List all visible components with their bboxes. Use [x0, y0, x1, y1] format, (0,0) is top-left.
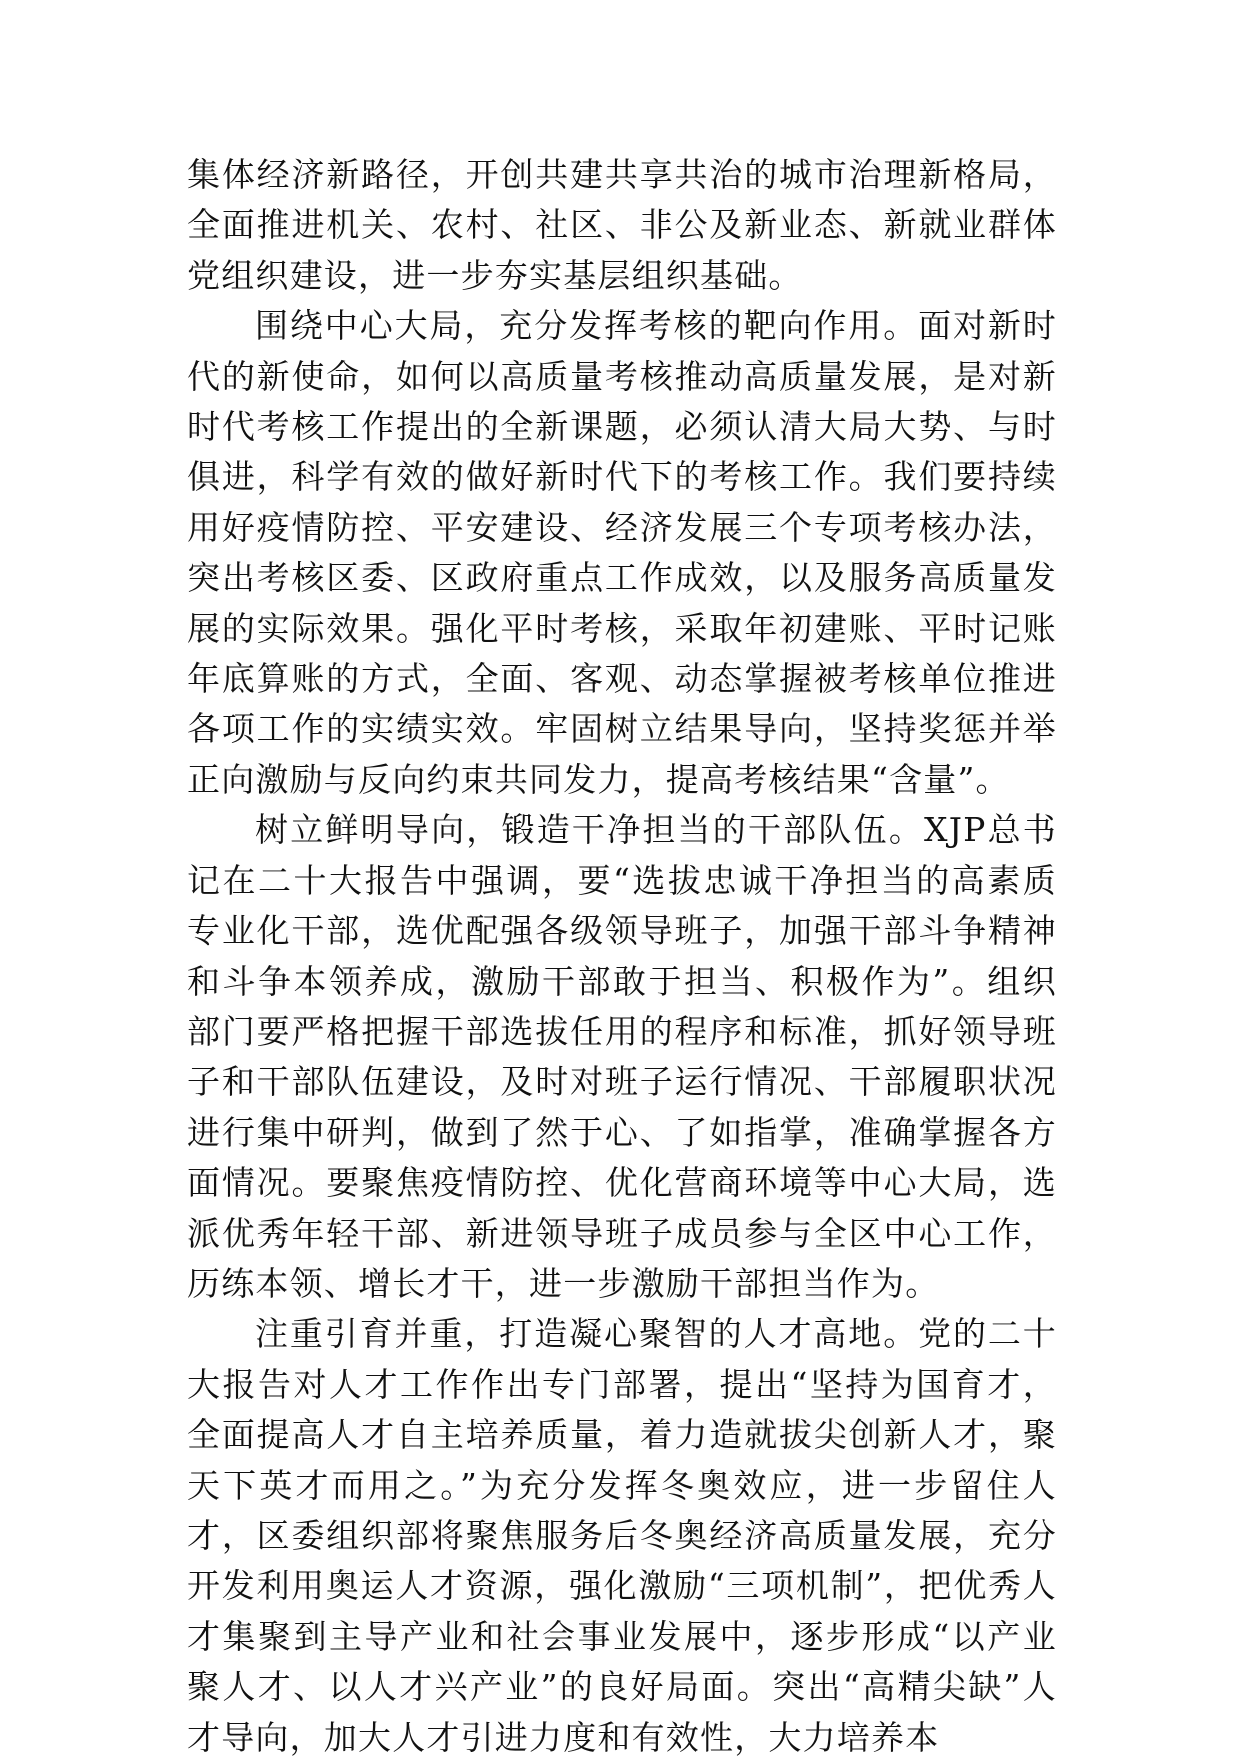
- document-body: [187, 150, 1057, 1763]
- paragraph-2: 围绕中心大局，充分发挥考核的靶向作用。面对新时代的新使命，如何以高质量考核推动高质量发展，是对新时代考核工作提出的全新课题，必须认清大局大势、与时俱进，科学有效的做好新时代下的考核工作。我们要持续用好疫情防控、平安建设、经济发展三个专项考核办法，突出考核区委、区政府重点工作成效，以及服务高质量发展的实际效果。强化平时考核，采取年初建账、平时记账年底算账的方式，全面、客观、动态掌握被考核单位推进各项工作的实绩实效。牢固树立结果导向，坚持奖惩并举正向激励与反向约束共同发力，提高考核结果“含量”。: [187, 306, 1057, 799]
- paragraph-4: 注重引育并重，打造凝心聚智的人才高地。党的二十大报告对人才工作作出专门部署，提出“坚持为国育才，全面提高人才自主培养质量，着力造就拔尖创新人才，聚天下英才而用之。”为充分发挥冬奥效应，进一步留住人才，区委组织部将聚焦服务后冬奥经济高质量发展，充分开发利用奥运人才资源，强化激励“三项机制”，把优秀人才集聚到主导产业和社会事业发展中，逐步形成“以产业聚人才、以人才兴产业”的良好局面。突出“高精尖缺”人才导向，加大人才引进力度和有效性，大力培养本: [187, 1314, 1057, 1757]
- paragraph-1: 集体经济新路径，开创共建共享共治的城市治理新格局，全面推进机关、农村、社区、非公及新业态、新就业群体党组织建设，进一步夯实基层组织基础。: [187, 155, 1057, 295]
- paragraph-3: 树立鲜明导向，锻造干净担当的干部队伍。XJP总书记在二十大报告中强调，要“选拔忠诚干净担当的高素质专业化干部，选优配强各级领导班子，加强干部斗争精神和斗争本领养成，激励干部敢于担当、积极作为”。组织部门要严格把握干部选拔任用的程序和标准，抓好领导班子和干部队伍建设，及时对班子运行情况、干部履职状况进行集中研判，做到了然于心、了如指掌，准确掌握各方面情况。要聚焦疫情防控、优化营商环境等中心大局，选派优秀年轻干部、新进领导班子成员参与全区中心工作，历练本领、增长才干，进一步激励干部担当作为。: [187, 810, 1057, 1303]
